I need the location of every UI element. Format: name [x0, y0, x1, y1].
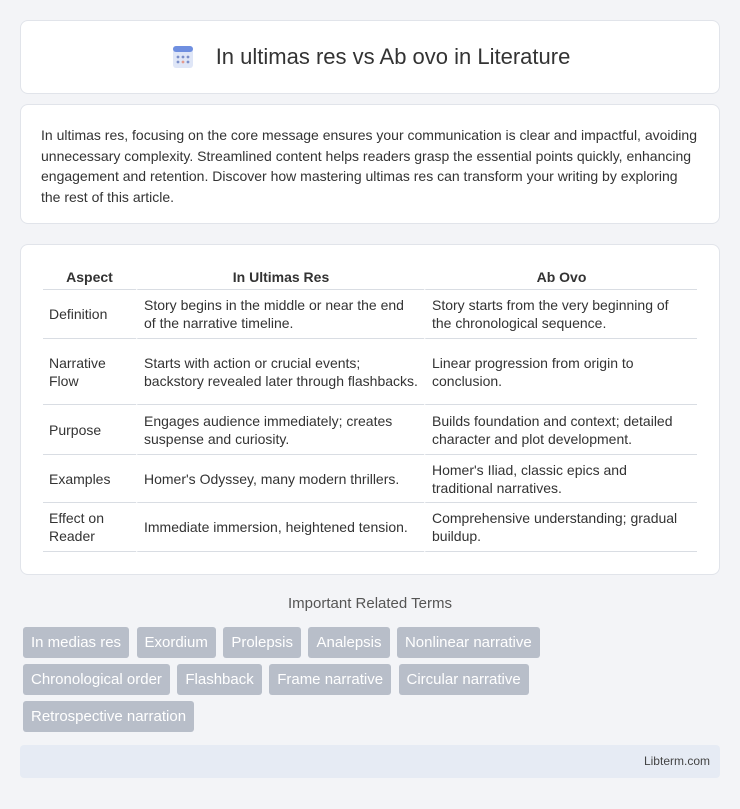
related-term-tag[interactable]: Exordium: [137, 627, 216, 658]
table-cell: Linear progression from origin to conclusion.: [424, 339, 697, 405]
table-cell: Story begins in the middle or near the end of the narrative timeline.: [136, 290, 424, 339]
table-cell: Builds foundation and context; detailed character and plot development.: [424, 405, 697, 455]
related-term-tag[interactable]: Chronological order: [23, 664, 170, 695]
table-header-row: [43, 265, 697, 290]
table-row: [43, 455, 697, 503]
table-row: [43, 339, 697, 405]
table-cell: Story starts from the very beginning of the chronological sequence.: [424, 290, 697, 339]
comparison-table-card: [20, 244, 720, 575]
intro-text: In ultimas res, focusing on the core message ensures your communication is clear and impactful, avoiding unnecessary complexity. Streamlined content helps readers grasp the essential points quickly, enhancing engagement and retention. Discover how mastering ultimas res can transform your writing by exploring the rest of this article.: [41, 127, 697, 205]
table-cell: Comprehensive understanding; gradual buildup.: [424, 503, 697, 552]
table-cell: Examples: [43, 455, 136, 503]
table-cell: Engages audience immediately; creates suspense and curiosity.: [136, 405, 424, 455]
table-cell: Definition: [43, 290, 136, 339]
table-row: [43, 290, 697, 339]
table-cell: Homer's Odyssey, many modern thrillers.: [136, 455, 424, 503]
column-header: Aspect: [43, 265, 136, 290]
related-terms-title: Important Related Terms: [288, 595, 452, 612]
table-cell: Purpose: [43, 405, 136, 455]
document-icon: [170, 44, 196, 70]
related-term-tag[interactable]: Nonlinear narrative: [397, 627, 540, 658]
footer: [20, 745, 720, 778]
column-header: Ab Ovo: [424, 265, 697, 290]
table-row: [43, 405, 697, 455]
related-terms-list: [23, 627, 723, 738]
table-row: [43, 503, 697, 552]
table-cell: Immediate immersion, heightened tension.: [136, 503, 424, 552]
comparison-table: [43, 265, 697, 552]
table-cell: Narrative Flow: [43, 339, 136, 405]
related-term-tag[interactable]: Prolepsis: [223, 627, 301, 658]
table-cell: Homer's Iliad, classic epics and traditional narratives.: [424, 455, 697, 503]
related-term-tag[interactable]: Flashback: [177, 664, 261, 695]
column-header: In Ultimas Res: [136, 265, 424, 290]
related-term-tag[interactable]: Frame narrative: [269, 664, 391, 695]
page-title: In ultimas res vs Ab ovo in Literature: [215, 44, 571, 69]
table-cell: Effect on Reader: [43, 503, 136, 552]
related-term-tag[interactable]: Retrospective narration: [23, 701, 194, 732]
related-term-tag[interactable]: Analepsis: [308, 627, 389, 658]
related-term-tag[interactable]: In medias res: [23, 627, 129, 658]
footer-site-link[interactable]: Libterm.com: [643, 754, 710, 768]
related-term-tag[interactable]: Circular narrative: [399, 664, 529, 695]
table-cell: Starts with action or crucial events; backstory revealed later through flashbacks.: [136, 339, 424, 405]
intro-card: [20, 104, 720, 224]
title-card: [20, 20, 720, 94]
